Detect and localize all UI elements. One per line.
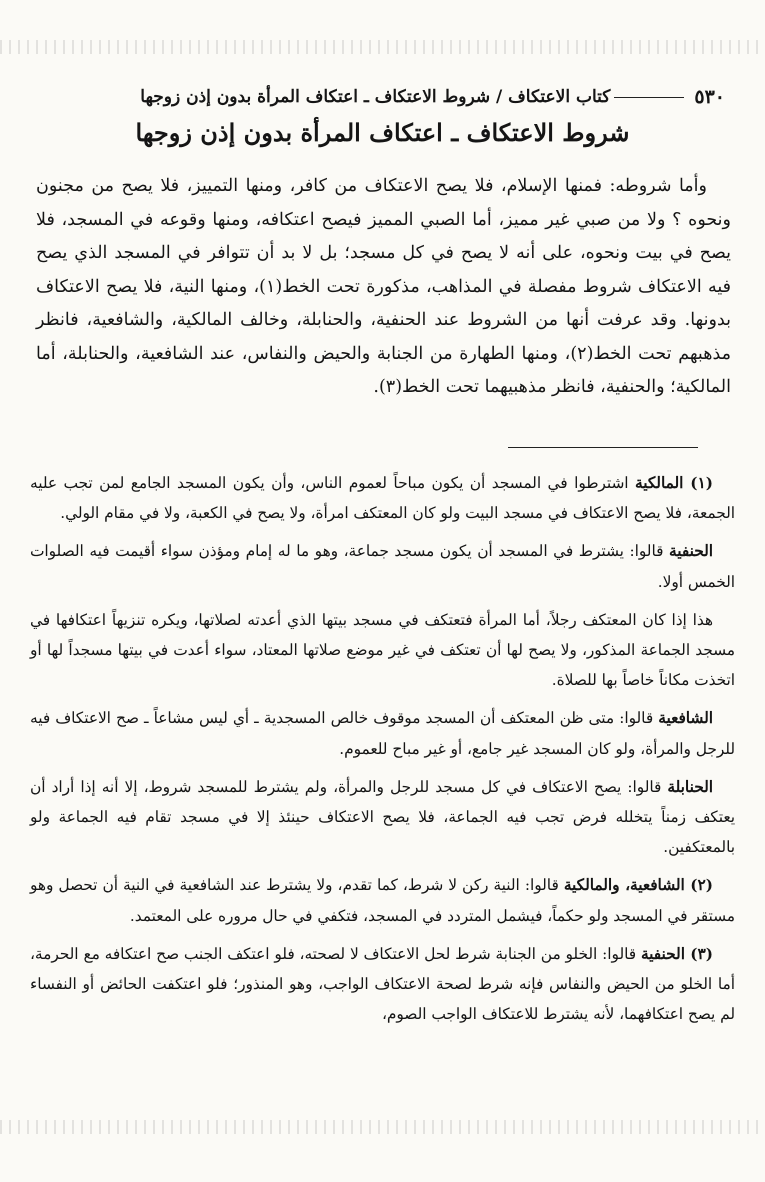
footnote-paragraph (30, 703, 735, 763)
footnote-lead: الحنفية (669, 542, 714, 561)
header-rule (614, 97, 684, 98)
footnote-lead: الشافعية (658, 709, 713, 728)
footnote-text: اشترطوا في المسجد أن يكون مباحاً لعموم الناس، وأن يكون المسجد الجامع لمن تجب عليه الجمعة، فلا يصح الاعتكاف في مسجد البيت ولو كان المعتكف امرأة، ولا يصح في الكعبة، ولا في مقام الولي. (30, 474, 735, 523)
footnote-text: قالوا: يصح الاعتكاف في كل مسجد للرجل والمرأة، ولم يشترط للمسجد شروط، إلا أنه إذا أراد أن يعتكف زمناً يتخلله فرض تجب فيه الجماعة، فلا يصح الاعتكاف حينئذ إلا في مسجد تقام فيه الجماعة ولو بالمعتكفين. (30, 777, 735, 857)
footnote-paragraph (30, 870, 735, 930)
footnote-text: قالوا: النية ركن لا شرط، كما تقدم، ولا يشترط عند الشافعية في النية أن تحصل وهو مستقر في المسجد ولو حكماً، فيشمل المتردد في المسجد، فتكفي في حال مروره على المعتمد. (30, 876, 735, 925)
footnote-paragraph (30, 939, 735, 1030)
running-header (30, 82, 725, 112)
footnotes (30, 468, 735, 1037)
footnote-paragraph (30, 536, 735, 596)
footnote-text: قالوا: الخلو من الجنابة شرط لحل الاعتكاف لا لصحته، فلو اعتكف الجنب صح اعتكافه مع الحرمة، أما الخلو من الحيض والنفاس فإنه شرط لصحة الاعتكاف الواجب، وهو المنذور؛ فلو اعتكفت الحائض أو النفساء لم يصح اعتكافهما، لأنه يشترط للاعتكاف الواجب الصوم، (30, 944, 735, 1024)
scan-noise-bottom (0, 1120, 765, 1134)
footnote-paragraph (30, 605, 735, 696)
scan-noise-top (0, 40, 765, 54)
footnote-lead: (٢) الشافعية، والمالكية (563, 876, 713, 895)
running-title: كتاب الاعتكاف / شروط الاعتكاف ـ اعتكاف المرأة بدون إذن زوجها (140, 87, 611, 107)
footnote-lead: الحنابلة (667, 777, 713, 796)
footnote-lead: (١) المالكية (635, 474, 714, 492)
footnote-paragraph (30, 468, 735, 528)
footnote-text: هذا إذا كان المعتكف رجلاً، أما المرأة فتعتكف في مسجد بيتها الذي أعدته لصلاتها، ويكره تنزيهاً اعتكافها في مسجد الجماعة المذكور، ولا يصح لها أن تعتكف في غير موضع صلاتها المعتاد، سواء أعدت في بيتها مسجداً لها أو اتخذت مكاناً خاصاً بها للصلاة. (30, 610, 735, 690)
section-title: شروط الاعتكاف ـ اعتكاف المرأة بدون إذن زوجها (135, 118, 630, 147)
page-number: ٥٣٠ (694, 86, 725, 108)
footnote-text: قالوا: يشترط في المسجد أن يكون مسجد جماعة، وهو ما له إمام ومؤذن سواء أقيمت فيه الصلوات الخمس أولا. (30, 542, 735, 591)
footnote-divider (508, 447, 698, 448)
footnote-lead: (٣) الحنفية (640, 944, 713, 963)
footnote-text: قالوا: متى ظن المعتكف أن المسجد موقوف خالص المسجدية ـ أي ليس مشاعاً ـ صح الاعتكاف فيه للرجل والمرأة، ولو كان المسجد غير جامع، أو غير مباح للعموم. (30, 709, 735, 758)
main-text (36, 170, 731, 405)
footnote-paragraph (30, 772, 735, 863)
main-paragraph: وأما شروطه: فمنها الإسلام، فلا يصح الاعتكاف من كافر، ومنها التمييز، فلا يصح من مجنون ونحوه ؟ ولا من صبي غير مميز، أما الصبي المميز فيصح اعتكافه، ومنها وقوعه في المسجد، فلا يصح في بيت ونحوه، على أنه لا يصح في كل مسجد؛ بل لا بد أن تتوافر في المسجد الذي يصح فيه الاعتكاف شروط مفصلة في المذاهب، مذكورة تحت الخط(١)، ومنها النية، فلا يصح الاعتكاف بدونها. وقد عرفت أنها من الشروط عند الحنفية، والحنابلة، وخالف المالكية، والشافعية، فانظر مذهبهم تحت الخط(٢)، ومنها الطهارة من الجنابة والحيض والنفاس، عند الشافعية، والحنابلة، أما المالكية؛ والحنفية، فانظر مذهبيهما تحت الخط(٣). (36, 176, 731, 397)
